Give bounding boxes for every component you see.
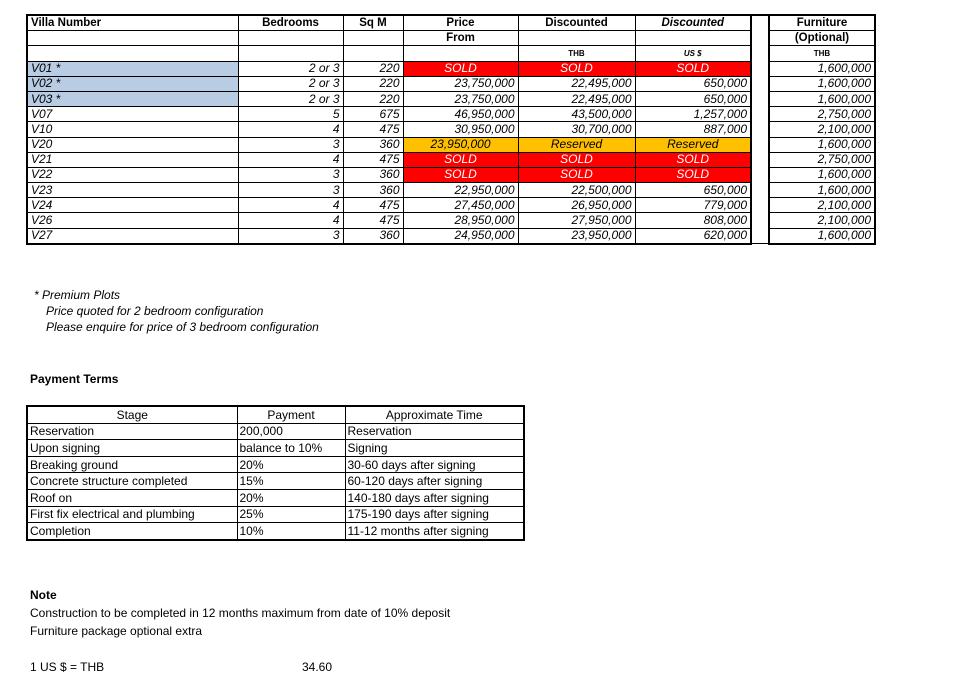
- villa-number-cell: V24: [27, 198, 238, 213]
- payment-time-cell: 60-120 days after signing: [345, 473, 524, 490]
- payment-row: [27, 473, 524, 490]
- furniture-cell: 1,600,000: [769, 183, 875, 198]
- discounted-thb-cell: 43,500,000: [518, 107, 635, 122]
- col-header-bedrooms: Bedrooms: [238, 15, 343, 31]
- sqm-cell: 220: [343, 91, 403, 106]
- furniture-cell: 1,600,000: [769, 167, 875, 182]
- furniture-cell: 1,600,000: [769, 61, 875, 76]
- villa-row: [27, 137, 875, 152]
- villa-row: [27, 107, 875, 122]
- payment-terms-title: Payment Terms: [30, 372, 119, 386]
- villa-row: [27, 228, 875, 244]
- furniture-cell: 2,100,000: [769, 198, 875, 213]
- discounted-thb-cell: 22,500,000: [518, 183, 635, 198]
- exchange-rate-value: 34.60: [302, 660, 333, 674]
- villa-number-cell: V23: [27, 183, 238, 198]
- bedrooms-cell: 4: [238, 122, 343, 137]
- payment-row: [27, 456, 524, 473]
- discounted-thb-cell: SOLD: [518, 61, 635, 76]
- payment-stage-cell: Upon signing: [27, 440, 237, 457]
- payment-stage-cell: Roof on: [27, 489, 237, 506]
- price-cell: 46,950,000: [403, 107, 518, 122]
- discounted-thb-cell: 23,950,000: [518, 228, 635, 244]
- villa-number-cell: V07: [27, 107, 238, 122]
- sqm-cell: 360: [343, 183, 403, 198]
- bedrooms-cell: 4: [238, 198, 343, 213]
- payment-stage-cell: Completion: [27, 523, 237, 540]
- discounted-thb-cell: 27,950,000: [518, 213, 635, 228]
- villa-number-cell: V26: [27, 213, 238, 228]
- furniture-cell: 2,100,000: [769, 122, 875, 137]
- furniture-cell: 1,600,000: [769, 228, 875, 244]
- payment-row: [27, 506, 524, 523]
- col-header-payment: Payment: [237, 406, 345, 423]
- sqm-cell: 360: [343, 137, 403, 152]
- payment-payment-cell: 10%: [237, 523, 345, 540]
- discounted-usd-cell: 650,000: [635, 183, 751, 198]
- price-cell: SOLD: [403, 61, 518, 76]
- note-title: Note: [30, 588, 57, 602]
- furniture-cell: 1,600,000: [769, 76, 875, 91]
- payment-time-cell: Reservation: [345, 423, 524, 440]
- villa-price-table: [26, 14, 876, 245]
- payment-stage-cell: First fix electrical and plumbing: [27, 506, 237, 523]
- discounted-usd-cell: SOLD: [635, 167, 751, 182]
- payment-stage-cell: Concrete structure completed: [27, 473, 237, 490]
- bedrooms-cell: 2 or 3: [238, 61, 343, 76]
- header-row-3: [27, 46, 875, 61]
- header-row: [27, 15, 875, 31]
- note-body: [30, 604, 450, 640]
- discounted-thb-cell: 22,495,000: [518, 91, 635, 106]
- discounted-thb-cell: 30,700,000: [518, 122, 635, 137]
- col-header-approx-time: Approximate Time: [345, 406, 524, 423]
- bedrooms-cell: 3: [238, 228, 343, 244]
- villa-number-cell: V03 *: [27, 91, 238, 106]
- bedrooms-cell: 5: [238, 107, 343, 122]
- villa-row: [27, 122, 875, 137]
- villa-row: [27, 61, 875, 76]
- villa-row: [27, 167, 875, 182]
- footnote-enquire: Please enquire for price of 3 bedroom configuration: [46, 320, 319, 334]
- price-cell: SOLD: [403, 152, 518, 167]
- villa-row: [27, 76, 875, 91]
- bedrooms-cell: 3: [238, 167, 343, 182]
- bedrooms-cell: 3: [238, 183, 343, 198]
- note-line-construction: Construction to be completed in 12 months maximum from date of 10% deposit: [30, 606, 451, 620]
- discounted-usd-cell: SOLD: [635, 152, 751, 167]
- col-header-price: Price: [403, 15, 518, 31]
- payment-row: [27, 423, 524, 440]
- villa-number-cell: V22: [27, 167, 238, 182]
- unit-furniture-thb: THB: [769, 46, 875, 61]
- price-cell: 23,750,000: [403, 91, 518, 106]
- payment-time-cell: Signing: [345, 440, 524, 457]
- furniture-cell: 2,100,000: [769, 213, 875, 228]
- furniture-cell: 2,750,000: [769, 107, 875, 122]
- footnote-premium: * Premium Plots: [34, 288, 121, 302]
- price-cell: 23,750,000: [403, 76, 518, 91]
- discounted-usd-cell: 779,000: [635, 198, 751, 213]
- payment-stage-cell: Breaking ground: [27, 456, 237, 473]
- unit-thb: THB: [518, 46, 635, 61]
- header-row-2: [27, 31, 875, 46]
- payment-row: [27, 489, 524, 506]
- price-cell: SOLD: [403, 167, 518, 182]
- sqm-cell: 360: [343, 167, 403, 182]
- note-line-furniture: Furniture package optional extra: [30, 624, 203, 638]
- furniture-cell: 1,600,000: [769, 137, 875, 152]
- villa-row: [27, 152, 875, 167]
- bedrooms-cell: 4: [238, 213, 343, 228]
- payment-time-cell: 30-60 days after signing: [345, 456, 524, 473]
- payment-payment-cell: 25%: [237, 506, 345, 523]
- sqm-cell: 675: [343, 107, 403, 122]
- price-cell: 27,450,000: [403, 198, 518, 213]
- furniture-cell: 1,600,000: [769, 91, 875, 106]
- price-cell: 22,950,000: [403, 183, 518, 198]
- sqm-cell: 475: [343, 122, 403, 137]
- column-separator: [751, 15, 769, 244]
- price-cell: 30,950,000: [403, 122, 518, 137]
- col-header-discounted-usd: Discounted: [635, 15, 751, 31]
- col-subheader-furniture-optional: (Optional): [769, 31, 875, 46]
- price-cell: 28,950,000: [403, 213, 518, 228]
- sqm-cell: 220: [343, 61, 403, 76]
- discounted-thb-cell: SOLD: [518, 167, 635, 182]
- payment-row: [27, 440, 524, 457]
- villa-number-cell: V10: [27, 122, 238, 137]
- payment-time-cell: 140-180 days after signing: [345, 489, 524, 506]
- col-subheader-price-from: From: [403, 31, 518, 46]
- sqm-cell: 475: [343, 152, 403, 167]
- villa-row: [27, 91, 875, 106]
- payment-time-cell: 175-190 days after signing: [345, 506, 524, 523]
- price-cell: 24,950,000: [403, 228, 518, 244]
- payment-payment-cell: 200,000: [237, 423, 345, 440]
- villa-number-cell: V20: [27, 137, 238, 152]
- col-header-discounted-thb: Discounted: [518, 15, 635, 31]
- villa-number-cell: V27: [27, 228, 238, 244]
- discounted-usd-cell: 1,257,000: [635, 107, 751, 122]
- col-header-stage: Stage: [27, 406, 237, 423]
- discounted-thb-cell: 26,950,000: [518, 198, 635, 213]
- exchange-rate-label: 1 US $ = THB: [30, 660, 105, 674]
- sqm-cell: 475: [343, 213, 403, 228]
- sqm-cell: 360: [343, 228, 403, 244]
- discounted-thb-cell: 22,495,000: [518, 76, 635, 91]
- payment-payment-cell: 15%: [237, 473, 345, 490]
- price-cell: 23,950,000: [403, 137, 518, 152]
- footnotes: [34, 287, 319, 335]
- villa-number-cell: V02 *: [27, 76, 238, 91]
- discounted-usd-cell: 650,000: [635, 91, 751, 106]
- discounted-usd-cell: 887,000: [635, 122, 751, 137]
- bedrooms-cell: 3: [238, 137, 343, 152]
- col-header-sqm: Sq M: [343, 15, 403, 31]
- payment-row: [27, 523, 524, 540]
- bedrooms-cell: 4: [238, 152, 343, 167]
- payment-payment-cell: 20%: [237, 489, 345, 506]
- payment-payment-cell: 20%: [237, 456, 345, 473]
- discounted-usd-cell: SOLD: [635, 61, 751, 76]
- villa-row: [27, 198, 875, 213]
- unit-usd: US $: [635, 46, 751, 61]
- payment-stage-cell: Reservation: [27, 423, 237, 440]
- furniture-cell: 2,750,000: [769, 152, 875, 167]
- discounted-usd-cell: 808,000: [635, 213, 751, 228]
- discounted-usd-cell: 650,000: [635, 76, 751, 91]
- discounted-usd-cell: Reserved: [635, 137, 751, 152]
- sqm-cell: 475: [343, 198, 403, 213]
- col-header-furniture: Furniture: [769, 15, 875, 31]
- villa-number-cell: V01 *: [27, 61, 238, 76]
- villa-row: [27, 183, 875, 198]
- footnote-price-note: Price quoted for 2 bedroom configuration: [46, 304, 264, 318]
- villa-number-cell: V21: [27, 152, 238, 167]
- discounted-thb-cell: SOLD: [518, 152, 635, 167]
- discounted-thb-cell: Reserved: [518, 137, 635, 152]
- discounted-usd-cell: 620,000: [635, 228, 751, 244]
- villa-row: [27, 213, 875, 228]
- sqm-cell: 220: [343, 76, 403, 91]
- payment-payment-cell: balance to 10%: [237, 440, 345, 457]
- col-header-villa-number: Villa Number: [27, 15, 238, 31]
- payment-header-row: [27, 406, 524, 423]
- bedrooms-cell: 2 or 3: [238, 91, 343, 106]
- bedrooms-cell: 2 or 3: [238, 76, 343, 91]
- payment-terms-table: [26, 405, 525, 541]
- payment-time-cell: 11-12 months after signing: [345, 523, 524, 540]
